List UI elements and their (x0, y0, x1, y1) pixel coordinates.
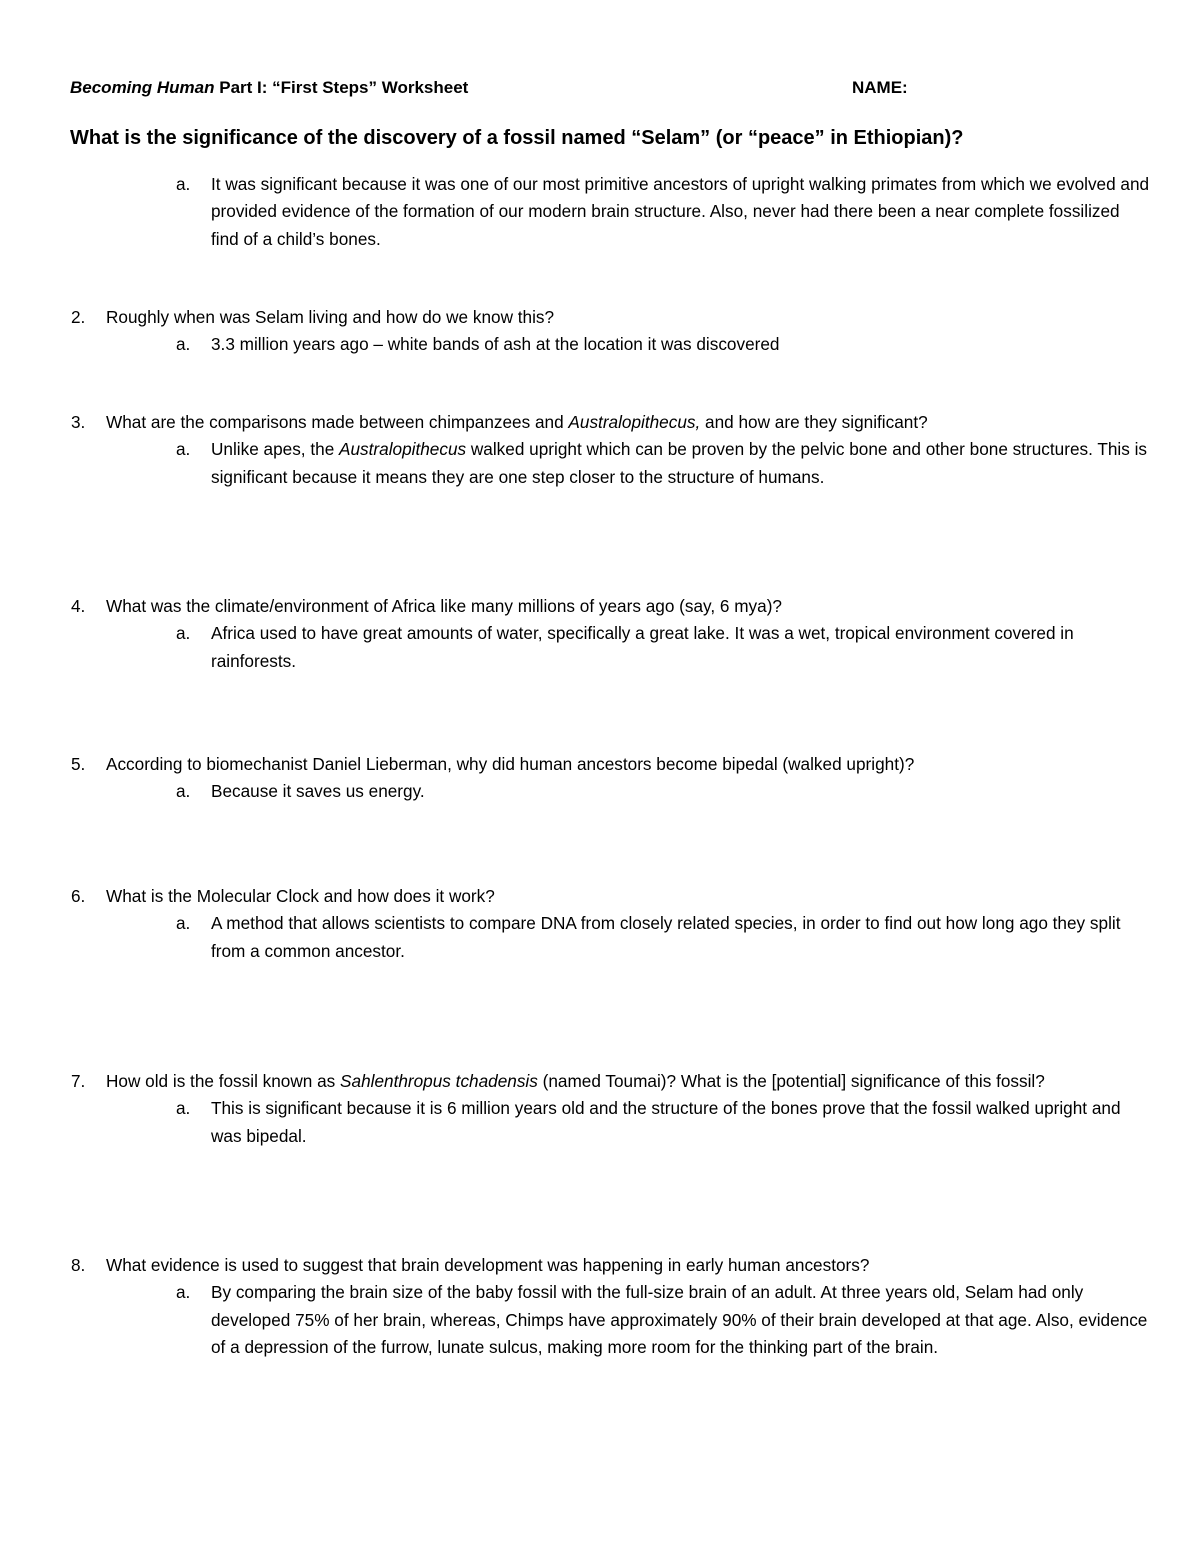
main-question: What is the significance of the discovery of a fossil named “Selam” (or “peace” in Ethiopian)? (70, 127, 964, 149)
question-number: 7. (71, 1071, 86, 1091)
question-block-2 (70, 304, 1150, 359)
answer-text: It was significant because it was one of our most primitive ancestors of upright walking primates from which we evolved and provided evidence of the formation of our modern brain structure. Also, never had there been a near complete fossilized find of a child’s bones. (211, 174, 1150, 249)
answer-6 (70, 910, 1150, 965)
answer-8 (70, 1279, 1150, 1361)
answer-letter: a. (176, 439, 191, 460)
question-number: 3. (71, 412, 86, 432)
question-5 (70, 751, 1150, 778)
question-7 (70, 1068, 1150, 1095)
question-3 (70, 409, 1150, 436)
question-2 (70, 304, 1150, 331)
name-label: NAME: (852, 78, 908, 97)
title-rest: Part I: “First Steps” Worksheet (214, 78, 469, 97)
question-number: 4. (71, 596, 86, 616)
question-number: 2. (71, 307, 86, 327)
answer-text: Africa used to have great amounts of water, specifically a great lake. It was a wet, tropical environment covered in rainforests. (211, 623, 1074, 671)
question-text: Roughly when was Selam living and how do we know this? (106, 307, 555, 327)
question-block-8 (70, 1252, 1150, 1362)
question-number: 8. (71, 1255, 86, 1275)
question-text: How old is the fossil known as Sahlenthropus tchadensis (named Toumai)? What is the [potential] significance of this fossil? (106, 1071, 1045, 1091)
title-italic: Becoming Human (70, 78, 215, 97)
answer-letter: a. (176, 913, 191, 934)
answer-letter: a. (176, 174, 191, 194)
answer-5 (70, 778, 1150, 805)
question-text: What are the comparisons made between chimpanzees and Australopithecus, and how are they significant? (106, 412, 928, 432)
answer-3 (70, 436, 1150, 491)
answer-letter: a. (176, 1282, 191, 1303)
question-text: What was the climate/environment of Africa like many millions of years ago (say, 6 mya)? (106, 596, 782, 616)
worksheet-header (70, 78, 1130, 98)
answer-4 (70, 620, 1150, 675)
question-8 (70, 1252, 1150, 1279)
answer-text: 3.3 million years ago – white bands of ash at the location it was discovered (211, 334, 780, 355)
answer-text: A method that allows scientists to compare DNA from closely related species, in order to find out how long ago they split from a common ancestor. (211, 913, 1121, 961)
question-text: What evidence is used to suggest that brain development was happening in early human ancestors? (106, 1255, 870, 1275)
answer-2 (70, 331, 1150, 358)
answer-7 (70, 1095, 1150, 1150)
question-4 (70, 593, 1150, 620)
worksheet-title (70, 78, 468, 97)
question-text: According to biomechanist Daniel Lieberman, why did human ancestors become bipedal (walked upright)? (106, 754, 915, 774)
answer-letter: a. (176, 623, 191, 644)
answer-letter: a. (176, 781, 191, 802)
question-block-5 (70, 751, 1150, 806)
answer-letter: a. (176, 334, 191, 355)
question-block-4 (70, 593, 1150, 675)
question-text: What is the Molecular Clock and how does it work? (106, 886, 495, 906)
question-block-7 (70, 1068, 1150, 1150)
question-block-3 (70, 409, 1150, 491)
answer-text: Because it saves us energy. (211, 781, 425, 802)
answer-block-1 (70, 171, 1150, 253)
question-number: 6. (71, 886, 86, 906)
answer-text: By comparing the brain size of the baby fossil with the full-size brain of an adult. At three years old, Selam had only developed 75% of her brain, whereas, Chimps have approximately 90% of their brain developed at that age. Also, evidence of a depression of the furrow, lunate sulcus, making more room for the thinking part of the brain. (211, 1282, 1148, 1358)
question-6 (70, 883, 1150, 910)
answer-letter: a. (176, 1098, 191, 1119)
answer-text: This is significant because it is 6 million years old and the structure of the bones prove that the fossil walked upright and was bipedal. (211, 1098, 1121, 1146)
question-block-6 (70, 883, 1150, 965)
question-number: 5. (71, 754, 86, 774)
answer-text: Unlike apes, the Australopithecus walked upright which can be proven by the pelvic bone and other bone structures. This is significant because it means they are one step closer to the structure of humans. (211, 439, 1148, 487)
answer-1 (70, 171, 1150, 253)
